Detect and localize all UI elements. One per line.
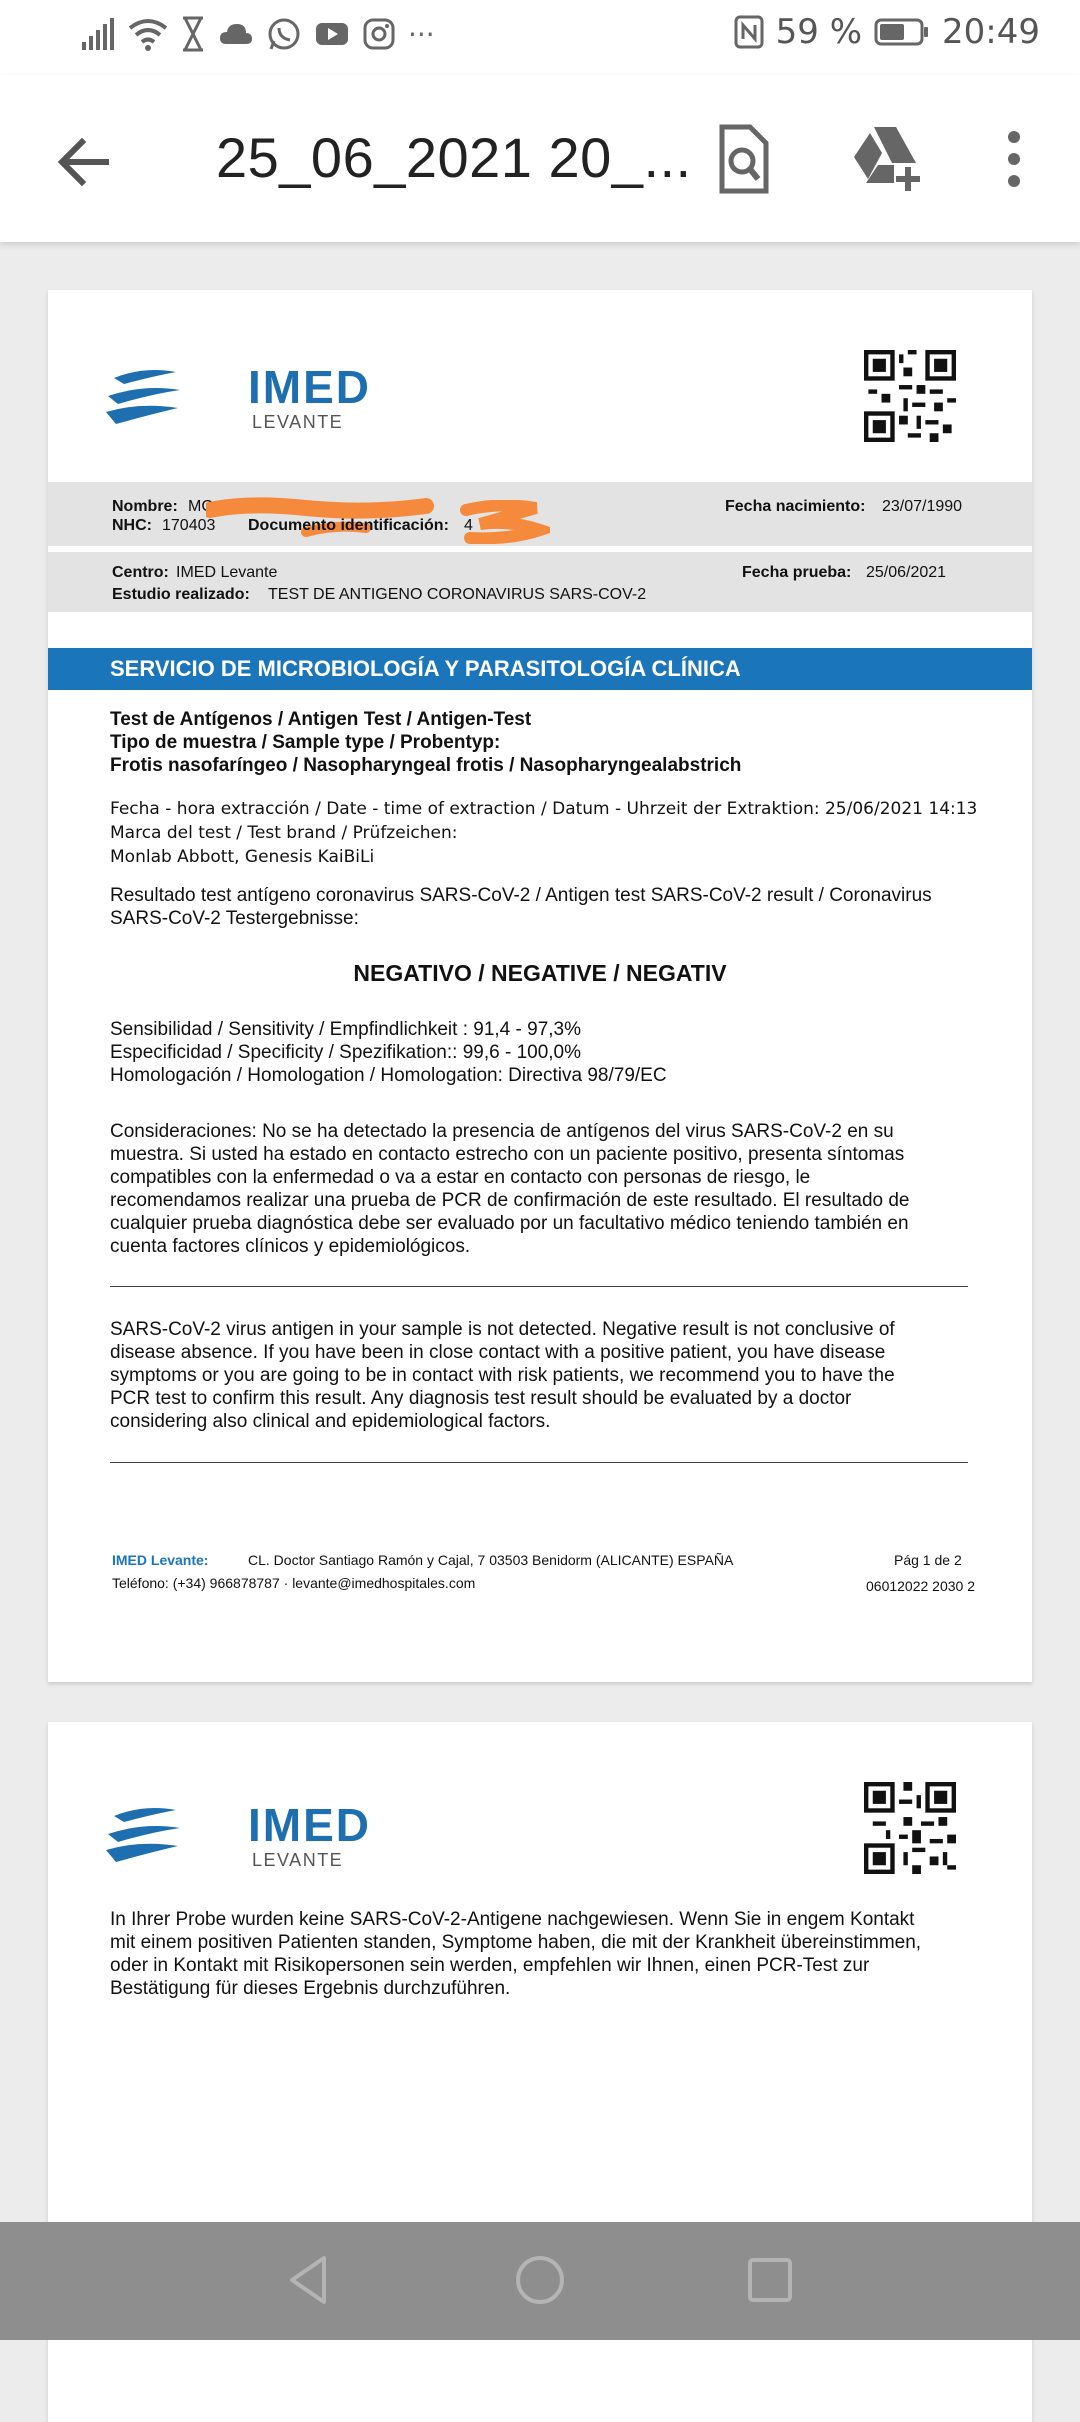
german-text-1: In Ihrer Probe wurden keine SARS-CoV-2-Antigene nachgewiesen. Wenn Sie in engem Kontakt [110,1909,915,1930]
result-intro-2: SARS-CoV-2 Testergebnisse: [110,908,359,929]
extraction-datetime: Fecha - hora extracción / Date - time of extraction / Datum - Uhrzeit der Extraktion: 25/06/2021 14:13 [110,799,978,819]
wifi-icon [128,16,168,52]
clock: 20:49 [942,12,1040,52]
considerations-en-2: disease absence. If you have been in close contact with a positive patient, you have disease [110,1342,886,1363]
considerations-en-1: SARS-CoV-2 virus antigen in your sample is not detected. Negative result is not conclusive of [110,1319,895,1340]
considerations-en-5: considering also clinical and epidemiological factors. [110,1411,551,1432]
status-bar [0,0,1080,75]
metric-homologation: Homologación / Homologation / Homologation: Directiva 98/79/EC [110,1065,667,1086]
logo-name: IMED [248,361,371,413]
app-toolbar [0,75,1080,242]
considerations-es-1: Consideraciones: No se ha detectado la presencia de antígenos del virus SARS-CoV-2 en su [110,1121,894,1142]
nav-back-icon[interactable] [282,2252,338,2308]
status-icons-right [734,12,1040,52]
navigation-bar [0,2222,1080,2340]
considerations-en-3: symptoms or you are going to be in contact with risk patients, we recommend you to have the [110,1365,895,1386]
centro-value: IMED Levante [176,564,278,581]
youtube-icon [314,16,350,52]
footer-org: IMED Levante: [112,1552,209,1568]
section-title: SERVICIO DE MICROBIOLOGÍA Y PARASITOLOGÍA CLÍNICA [48,648,1032,690]
metric-sensitivity: Sensibilidad / Sensitivity / Empfindlichkeit : 91,4 - 97,3% [110,1019,582,1040]
divider [110,1462,968,1463]
test-result: NEGATIVO / NEGATIVE / NEGATIV [353,960,727,986]
nfc-icon [734,15,764,49]
imed-logo-icon [104,1800,184,1876]
nhc-label: NHC: [112,517,152,534]
footer-address: CL. Doctor Santiago Ramón y Cajal, 7 03503 Benidorm (ALICANTE) ESPAÑA [248,1552,734,1568]
logo-name: IMED [248,1799,371,1851]
arrow-back-icon[interactable] [52,130,116,194]
instagram-icon [362,16,396,52]
cloud-icon [218,16,254,52]
considerations-es-6: cuenta factores clínicos y epidemiológicos. [110,1236,471,1257]
document-title: 25_06_2021 20_... [216,126,692,189]
doc-id-value: 4 [464,517,473,534]
nav-home-icon[interactable] [512,2252,568,2308]
imed-logo-icon [104,362,184,438]
name-label: Nombre: [112,498,178,515]
more-vert-icon[interactable] [1004,121,1024,197]
study-band [48,552,1032,612]
metric-specificity: Especificidad / Specificity / Spezifikation:: 99,6 - 100,0% [110,1042,582,1063]
qr-code [864,350,956,442]
doc-id-label: Documento identificación: [248,517,449,534]
considerations-es-2: muestra. Si usted ha estado en contacto estrecho con un paciente positivo, presenta síntomas [110,1144,905,1165]
search-document-icon[interactable] [716,121,772,197]
test-line-2: Tipo de muestra / Sample type / Probentyp: [110,732,501,753]
qr-code [864,1782,956,1874]
birth-label: Fecha nacimiento: [725,498,866,515]
nav-recents-icon[interactable] [742,2252,798,2308]
test-date-value: 25/06/2021 [866,564,947,581]
status-icons-left [80,16,435,52]
patient-band [48,482,1032,546]
considerations-es-5: cualquier prueba diagnóstica debe ser evaluado por un facultativo médico teniendo también en [110,1213,909,1234]
considerations-es-4: recomendamos realizar una prueba de PCR de confirmación de este resultado. El resultado de [110,1190,910,1211]
footer-contact: Teléfono: (+34) 966878787 · levante@imedhospitales.com [112,1575,476,1591]
nhc-value: 170403 [162,517,216,534]
footer-code: 06012022 2030 2 [866,1578,975,1594]
add-to-drive-icon[interactable] [850,121,924,197]
study-value: TEST DE ANTIGENO CORONAVIRUS SARS-COV-2 [268,586,647,603]
battery-icon [874,17,930,47]
test-date-label: Fecha prueba: [742,564,852,581]
test-line-3: Frotis nasofaríngeo / Nasopharyngeal frotis / Nasopharyngealabstrich [110,755,742,776]
test-line-1: Test de Antígenos / Antigen Test / Antigen-Test [110,709,532,730]
study-label: Estudio realizado: [112,586,250,603]
page-number: Pág 1 de 2 [894,1552,962,1568]
battery-percent: 59 % [775,12,863,52]
name-value: MC [188,498,213,515]
redaction-mark-2 [460,500,550,544]
brand-value: Monlab Abbott, Genesis KaiBiLi [110,847,375,867]
logo-sub: LEVANTE [252,412,344,432]
result-intro-1: Resultado test antígeno coronavirus SARS-CoV-2 / Antigen test SARS-CoV-2 result / Coronavirus [110,885,932,906]
hourglass-icon [180,16,206,52]
signal-icon [80,16,116,52]
german-text-4: Bestätigung für dieses Ergebnis durchzuführen. [110,1978,511,1999]
considerations-en-4: PCR test to confirm this result. Any diagnosis test result should be evaluated by a doctor [110,1388,852,1409]
considerations-es-3: compatibles con la enfermedad o va a estar en contacto con personas de riesgo, le [110,1167,811,1188]
status-overflow: ··· [408,17,435,51]
divider [110,1286,968,1287]
centro-label: Centro: [112,564,169,581]
german-text-3: oder in Kontakt mit Risikopersonen sein werden, empfehlen wir Ihnen, einen PCR-Test zur [110,1955,870,1976]
logo-sub: LEVANTE [252,1850,344,1870]
birth-value: 23/07/1990 [882,498,963,515]
german-text-2: mit einem positiven Patienten standen, Symptome haben, die mit der Krankheit übereinstimmen, [110,1932,922,1953]
whatsapp-icon [266,16,302,52]
brand-label: Marca del test / Test brand / Prüfzeichen: [110,823,458,843]
pdf-page-1[interactable] [48,290,1032,1682]
